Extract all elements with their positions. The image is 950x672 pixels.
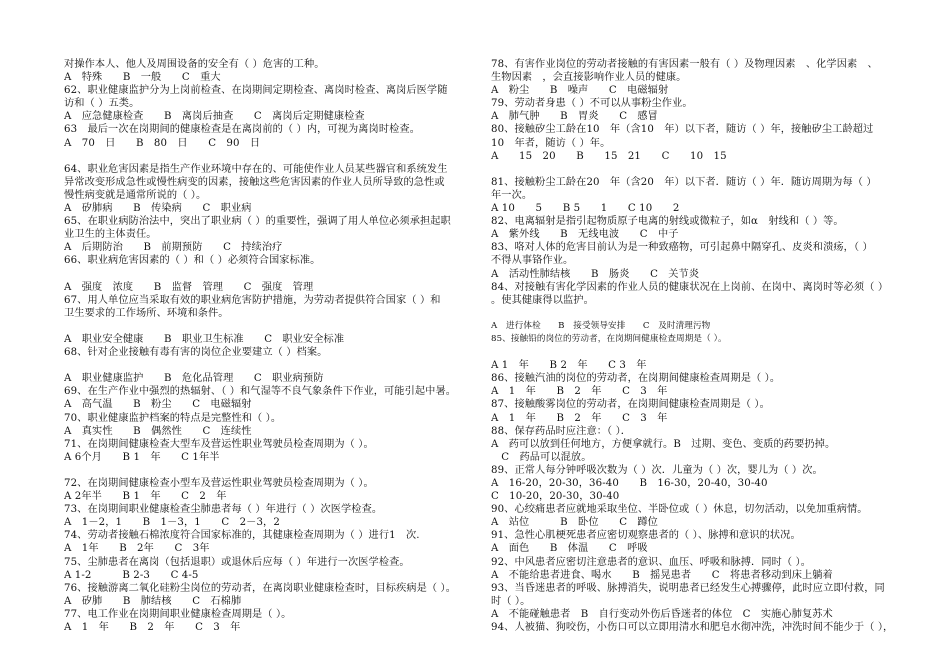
left-text-line: 69、在生产作业中强烈的热辐射、（ ）和气湿等不良气象条件下作业，可能引起中暑。 [64,386,457,398]
left-text-line: 76、接触游离二氧化硅粉尘岗位的劳动者，在离岗职业健康检查时，目标疾病是（ ）。 [64,582,457,594]
right-text-line: A 15 20 B 15 21 C 10 15 [491,150,727,162]
right-text-line: 90、心绞痛患者应就地采取坐位、半卧位或（ ）休息，切勿活动，以免加重病情。 [491,504,868,516]
left-text-line: A 1年 B 2年 C 3年 [64,543,210,555]
right-text-line: 时（ ）。 [491,595,531,607]
left-text-line: 业卫生的主体责任。 [64,229,157,241]
right-column [491,58,901,634]
left-text-line: 73、在岗期间职业健康检查尘肺患者每（ ）年进行（ ）次医学检查。 [64,504,383,516]
right-text-line: 年一次。 [491,189,533,201]
right-text-line: A 进行体检 B 接受领导安排 C 及时清理污物 [491,320,711,331]
right-text-line: 79、劳动者身患（ ）不可以从事粉尘作业。 [491,98,693,110]
left-text-line: A 职业健康监护 B 危化品管理 C 职业病预防 [64,373,324,385]
right-text-line: A 粉尘 B 噪声 C 电磁辐射 [491,85,669,97]
right-text-line: 78、有害作业岗位的劳动者接触的有害因素一般有（ ）及物理因素 、化学因素 、 [491,59,878,70]
right-text-line: A 肺气肿 B 胃炎 C 感冒 [491,111,658,123]
right-text-line: A 不能碰触患者 B 自行变动外伤后昏迷者的体位 C 实施心肺复苏术 [491,608,833,620]
left-text-line: A 职业安全健康 B 职业卫生标准 C 职业安全标准 [64,333,345,345]
blank-line [64,150,476,163]
left-text-line: A 1-2 B 2-3 C 4-5 [64,569,199,581]
right-text-line: 84、对接触有害化学因素的作业人员的健康状况在上岗前、在岗中、离岗时等必须（ ） [491,281,889,293]
right-text-line: C 药品可以混放。 [491,451,592,463]
right-text-line: 94、人被猫、狗咬伤，小伤口可以立即用清水和肥皂水彻冲洗，冲洗时间不能少于（ ）， [491,622,894,634]
left-text-line: A 特殊 B 一般 C 重大 [64,72,221,84]
left-text-line: A 6个月 B 1 年 C 1年半 [64,451,220,463]
left-text-line: 71、在岗期间健康检查大型车及营运性职业驾驶员检查周期为（ ）。 [64,438,374,450]
right-text-line: 91、急性心肌梗死患者应密切观察患者的（ ）、脉搏和意识的状况。 [491,530,801,542]
left-text-line: 74、劳动者接触石棉浓度符合国家标准的，其健康检查周期为（ ）进行1 次. [64,530,420,542]
right-text-line: A 站位 B 卧位 C 蹲位 [491,517,658,529]
left-text-line: A 矽肺 B 肺结核 C 石棉肺 [64,595,242,607]
right-text-line: A 1 年 B 2 年 C 3 年 [491,386,668,398]
left-text-line: 慢性病变就是通常所说的（ ）。 [64,189,207,201]
left-text-line: A 后期防治 B 前期预防 C 持续治疗 [64,242,283,254]
right-text-line: A 1 年 B 2 年 C 3 年 [491,360,647,372]
right-text-line: A 面色 B 体温 C 呼吸 [491,543,648,555]
right-text-line: 86、接触汽油的岗位的劳动者，在岗期间健康检查周期是（ ）。 [491,373,781,385]
right-text-line: A 紫外线 B 无线电波 C 中子 [491,229,679,241]
right-text-line: 83、咯对人体的危害目前认为是一种致癌物，可引起鼻中隔穿孔、皮炎和溃疡，（ ） [491,242,873,254]
left-text-line: A 强度 浓度 B 监督 管理 C 强度 管理 [64,281,314,293]
left-text-line: 63 最后一次在岗期间的健康检查是在离岗前的（ ）内，可视为离岗时检查。 [64,124,420,136]
left-text-line: A 2年半 B 1 年 C 2 年 [64,491,227,503]
left-text-line: 70、职业健康监护档案的特点是完整性和（ ）。 [64,412,282,424]
right-text-line: 生物因素 ，会直接影响作业人员的健康。 [491,72,687,84]
right-text-line: 10 年者，随访（ ）年。 [491,137,611,149]
right-text-line: 93、当昏迷患者的呼吸、脉搏消失，说明患者已经发生心搏骤停，此时应立即付救，同 [491,582,885,594]
blank-line [64,359,476,372]
right-text-line: 80、接触矽尘工龄在10 年（含10 年）以下者，随访（ ）年，接触矽尘工龄超过 [491,124,874,136]
right-text-line: A 不能给患者进食、喝水 B 摇晃患者 C 将患者移动到床上躺着 [491,569,833,581]
blank-line [64,320,476,333]
right-text-line: A 活动性肺结核 B 肠炎 C 关节炎 [491,268,700,280]
right-text-line: 92、中风患者应密切注意患者的意识、血压、呼吸和脉搏．同时（ ）。 [491,556,812,568]
left-text-line: A 高气温 B 粉尘 C 电磁辐射 [64,399,252,411]
left-text-line: 77、电工作业在岗期间职业健康检查周期是（ ）。 [64,608,292,620]
right-text-line: 89、正常人每分钟呼吸次数为（ ）次．儿童为（ ）次，婴儿为（ ）次。 [491,464,823,476]
left-text-line: 异常改变形成急性或慢性病变的因素，接触这些危害因素的作业人员所导致的急性或 [64,176,445,188]
right-text-line: 87、接触酸雾岗位的劳动者，在岗期间健康检查周期是（ ）。 [491,399,770,411]
right-text-line: 不得从事铬作业。 [491,255,574,267]
left-text-line: A 应急健康检查 B 离岗后抽查 C 离岗后定期健康检查 [64,111,365,123]
right-text-line: 81、接触粉尘工龄在20 年（含20 年）以下者．随访（ ）年．随访周期为每（ ） [491,176,877,188]
left-text-line: 75、尘肺患者在离岗（包括退职）或退休后应每（ ）年进行一次医学检查。 [64,556,410,568]
right-text-line: 82、电离辐射是指引起物质原子电离的射线或微粒子，如α 射线和（ ）等。 [491,216,844,228]
right-text-line: A 16-20，20-30，36-40 B 16-30，20-40，30-40 [491,478,768,489]
blank-line [64,464,476,477]
left-text-line: A 矽肺病 B 传染病 C 职业病 [64,203,252,215]
left-text-line: 68、针对企业接触有毒有害的岗位企业要建立（ ）档案。 [64,347,328,359]
left-text-line: 67、用人单位应当采取有效的职业病危害防护措施，为劳动者提供符合国家（ ）和 [64,294,441,306]
blank-line [491,346,901,359]
right-text-line: 。使其健康得以监护。 [491,294,594,306]
right-text-line: 88、保存药品时应注意：（ ）． [491,425,632,437]
left-text-line: A 1 年 B 2 年 C 3 年 [64,622,241,634]
right-text-line: A 10 5 B 5 1 C 10 2 [491,203,680,215]
left-text-line: A 70 日 B 80 日 C 90 日 [64,137,261,149]
blank-line [491,163,901,176]
right-text-line: A 药可以放到任何地方，方便拿就行。B 过期、变色、变质的药要扔掉。 [491,438,836,450]
left-text-line: 对操作本人、他人及周围设备的安全有（ ）危害的工种。 [64,59,325,70]
left-text-line: A 1－2，1 B 1－3，1 C 2－3，2 [64,517,280,529]
left-text-line: 卫生要求的工作场所、环境和条件。 [64,307,229,319]
right-text-line: 85、接触铅的岗位的劳动者，在岗期间健康检查周期是（ ）。 [491,333,727,344]
left-column [64,58,476,634]
left-text-line: 访和（ ）五类。 [64,98,140,110]
left-text-line: A 真实性 B 偶然性 C 连续性 [64,425,252,437]
left-text-line: 64、职业危害因素是指生产作业环境中存在的、可能使作业人员某些器官和系统发生 [64,163,448,175]
right-text-line: C 10-20，20-30，30-40 [491,491,620,503]
blank-line [491,307,901,320]
blank-line [64,268,476,281]
left-text-line: 65、在职业病防治法中，突出了职业病（ ）的重要性，强调了用人单位必须承担起职 [64,216,451,228]
left-text-line: 66、职业病危害因素的（ ）和（ ）必须符合国家标准。 [64,255,321,267]
left-text-line: 62、职业健康监护分为上岗前检查、在岗期间定期检查、离岗时检查、离岗后医学随 [64,85,448,97]
right-text-line: A 1 年 B 2 年 C 3 年 [491,412,668,424]
left-text-line: 72、在岗期间健康检查小型车及营运性职业驾驶员检查周期为（ ）。 [64,478,374,489]
